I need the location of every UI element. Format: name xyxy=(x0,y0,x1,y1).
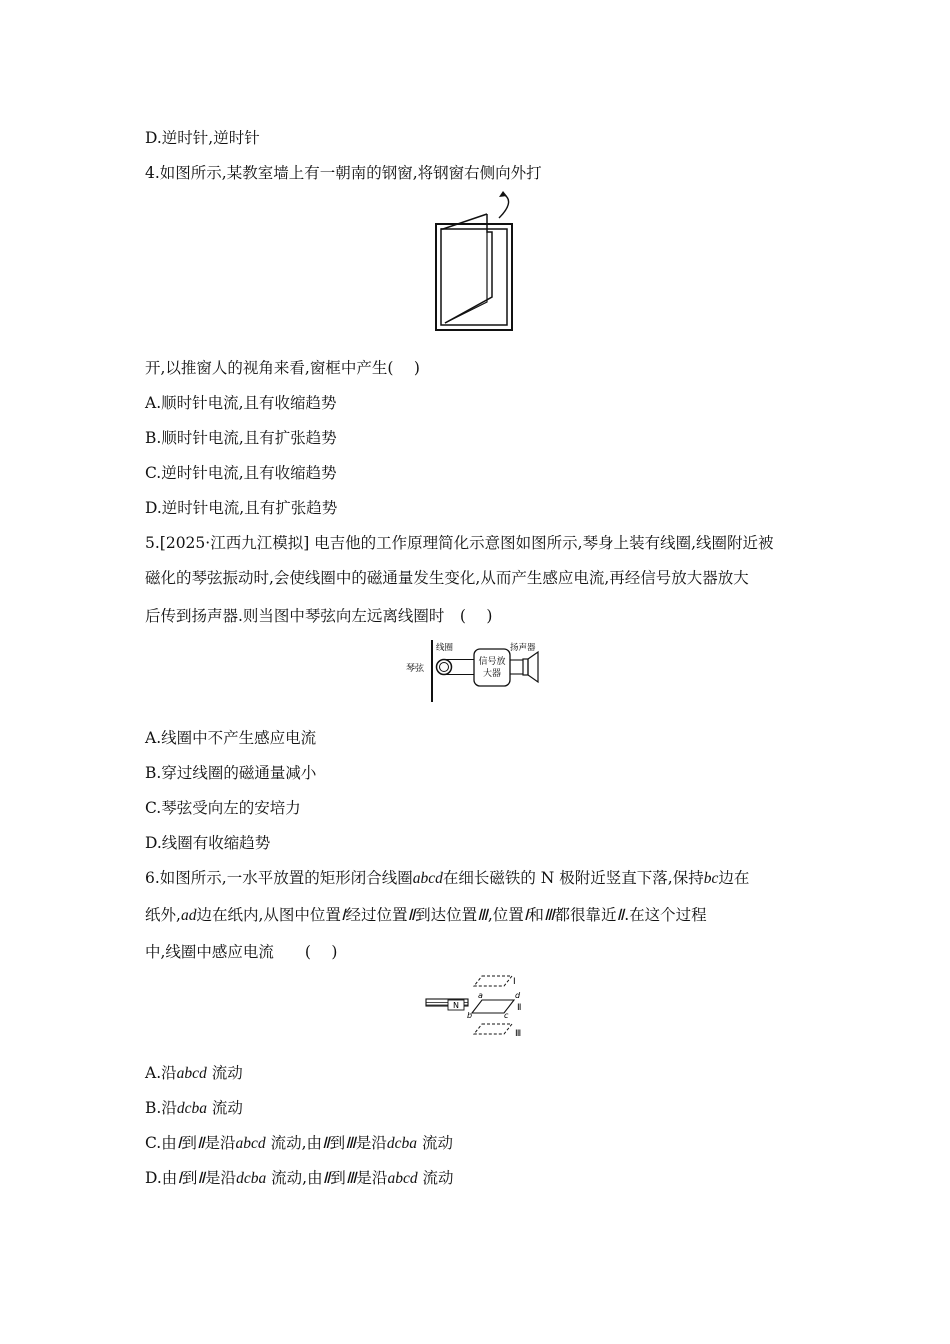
q3-option-d: D.逆时针,逆时针 xyxy=(145,129,260,147)
q6-option-b: B.沿dcba 流动 xyxy=(145,1099,243,1117)
string-label: 琴弦 xyxy=(406,664,425,674)
magnet-coil-figure xyxy=(424,968,536,1040)
q6-stem-line3: 中,线圈中感应电流 ( ) xyxy=(145,943,338,961)
coil-position-3 xyxy=(474,1024,512,1034)
q6-option-a: A.沿abcd 流动 xyxy=(145,1064,243,1082)
electric-guitar-figure xyxy=(400,636,550,704)
coil-position-1 xyxy=(474,976,512,986)
corner-a-label: a xyxy=(478,991,483,1000)
coil-icon xyxy=(437,660,452,675)
q5-option-c: C.琴弦受向左的安培力 xyxy=(145,799,301,817)
q4-option-c: C.逆时针电流,且有收缩趋势 xyxy=(145,464,337,482)
amplifier-label-1: 信号放 xyxy=(478,657,506,667)
q6-stem-line2: 纸外,ad边在纸内,从图中位置Ⅰ经过位置Ⅱ到达位置Ⅲ,位置Ⅰ和Ⅲ都很靠近Ⅱ.在这个过程 xyxy=(145,906,707,924)
q4-stem-line1: 4.如图所示,某教室墙上有一朝南的钢窗,将钢窗右侧向外打 xyxy=(145,164,542,182)
amplifier-label-2: 大器 xyxy=(482,669,502,679)
amplifier-box xyxy=(474,649,510,686)
corner-d-label: d xyxy=(515,991,521,1000)
q4-option-b: B.顺时针电流,且有扩张趋势 xyxy=(145,429,337,447)
q5-stem-line1: 5.[2025·江西九江模拟] 电吉他的工作原理简化示意图如图所示,琴身上装有线圈,线圈附近被 xyxy=(145,534,774,552)
q4-option-d: D.逆时针电流,且有扩张趋势 xyxy=(145,499,338,517)
coil-label: 线圈 xyxy=(436,643,454,653)
q6-option-d: D.由Ⅰ到Ⅱ是沿dcba 流动,由Ⅱ到Ⅲ是沿abcd 流动 xyxy=(145,1169,454,1187)
position-2-label: Ⅱ xyxy=(517,1003,522,1013)
rotation-arrow-icon xyxy=(499,191,507,197)
q4-option-a: A.顺时针电流,且有收缩趋势 xyxy=(145,394,337,412)
corner-c-label: c xyxy=(504,1011,509,1020)
q5-option-a: A.线圈中不产生感应电流 xyxy=(145,729,317,747)
q5-option-d: D.线圈有收缩趋势 xyxy=(145,834,271,852)
position-3-label: Ⅲ xyxy=(515,1029,522,1039)
corner-b-label: b xyxy=(467,1011,473,1020)
position-1-label: Ⅰ xyxy=(513,977,516,987)
steel-window-figure xyxy=(425,190,525,335)
q5-option-b: B.穿过线圈的磁通量减小 xyxy=(145,764,317,782)
q4-stem-line2: 开,以推窗人的视角来看,窗框中产生( ) xyxy=(145,359,420,377)
magnet-n-label: N xyxy=(453,1001,459,1010)
q6-stem-line1: 6.如图所示,一水平放置的矩形闭合线圈abcd在细长磁铁的 N 极附近竖直下落,保持bc边在 xyxy=(145,869,750,887)
q6-option-c: C.由Ⅰ到Ⅱ是沿abcd 流动,由Ⅱ到Ⅲ是沿dcba 流动 xyxy=(145,1134,453,1152)
speaker-label: 扬声器 xyxy=(510,643,536,653)
q5-stem-line2: 磁化的琴弦振动时,会使线圈中的磁通量发生变化,从而产生感应电流,再经信号放大器放大 xyxy=(145,569,749,587)
speaker-icon xyxy=(523,659,528,675)
q5-stem-line3: 后传到扬声器.则当图中琴弦向左远离线圈时 ( ) xyxy=(145,607,493,625)
